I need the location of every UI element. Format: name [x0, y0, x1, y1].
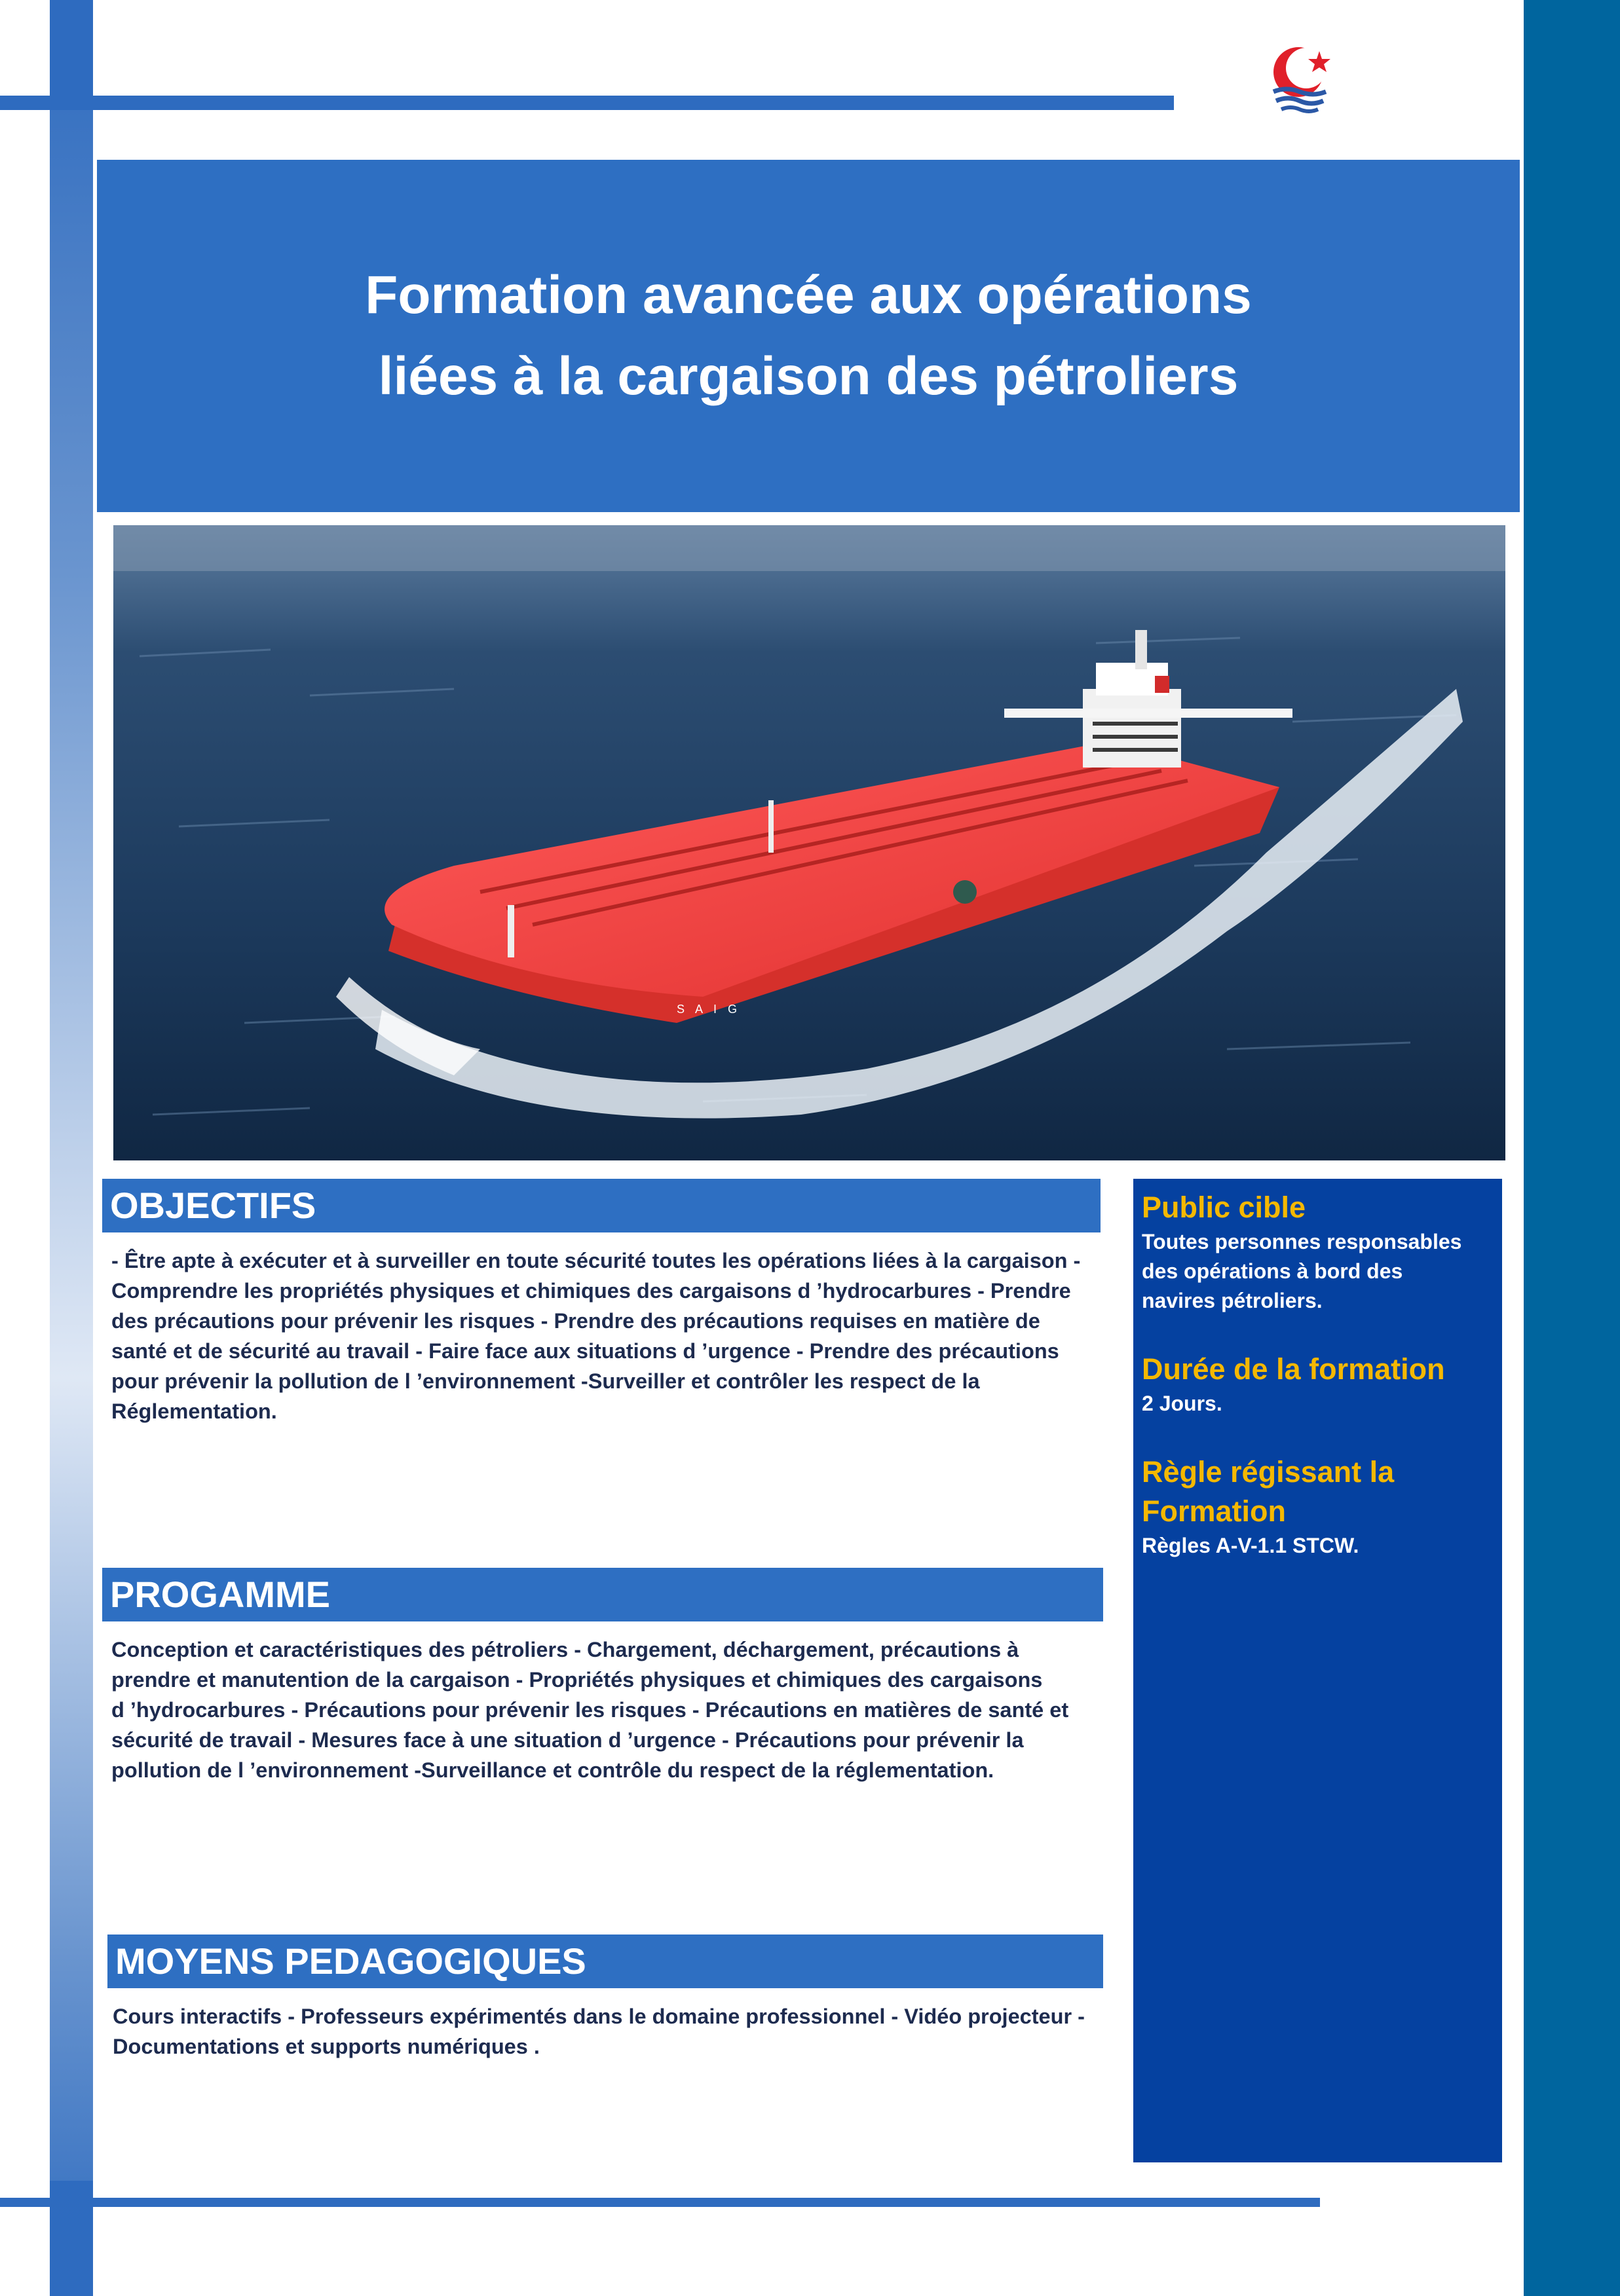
left-decorative-bar	[50, 0, 93, 2296]
regle-heading-line: Règle régissant la	[1142, 1455, 1395, 1489]
hull-lettering: S A I G	[677, 1003, 742, 1016]
moyens-header: MOYENS PEDAGOGIQUES	[107, 1935, 1103, 1988]
programme-header: PROGAMME	[102, 1568, 1103, 1621]
programme-line: Conception et caractéristiques des pétroliers - Chargement, déchargement, précautions à	[111, 1638, 1019, 1661]
objectifs-line: Comprendre les propriétés physiques et chimiques des cargaisons d ’hydrocarbures - Prendre	[111, 1279, 1071, 1303]
programme-line: prendre et manutention de la cargaison - Propriétés physiques et chimiques des cargaisons	[111, 1668, 1043, 1692]
page-title-line-1: Formation avancée aux opérations	[365, 265, 1252, 325]
tanker-photo	[113, 525, 1505, 1160]
moyens-line: Cours interactifs - Professeurs expérimentés dans le domaine professionnel - Vidéo projecteur -	[113, 2005, 1085, 2028]
crescent-star-logo-icon	[1266, 41, 1338, 119]
top-rule	[0, 96, 1174, 110]
right-decorative-bar	[1524, 0, 1620, 2296]
programme-line: d ’hydrocarbures - Précautions pour prévenir les risques - Précautions en matières de santé et	[111, 1698, 1069, 1722]
moyens-body	[113, 2001, 1102, 2062]
left-bar-top-segment	[50, 0, 93, 105]
programme-line: pollution de l ’environnement -Surveillance et contrôle du respect de la réglementation.	[111, 1758, 994, 1782]
programme-body	[111, 1635, 1101, 1785]
public-cible-heading: Public cible	[1142, 1191, 1306, 1224]
moyens-line: Documentations et supports numériques .	[113, 2035, 540, 2058]
regle-heading-line: Formation	[1142, 1494, 1286, 1528]
objectifs-line: des précautions pour prévenir les risques - Prendre des précautions requises en matière de	[111, 1309, 1040, 1333]
bottom-rule	[0, 2198, 1320, 2207]
objectifs-body	[111, 1246, 1101, 1426]
page-title-line-2: liées à la cargaison des pétroliers	[378, 346, 1239, 406]
duree-heading: Durée de la formation	[1142, 1352, 1445, 1386]
objectifs-line: Réglementation.	[111, 1399, 277, 1423]
objectifs-line: santé et de sécurité au travail - Faire face aux situations d ’urgence - Prendre des précautions	[111, 1339, 1059, 1363]
public-cible-line: des opérations à bord des	[1142, 1259, 1403, 1283]
regle-value: Règles A-V-1.1 STCW.	[1142, 1534, 1359, 1557]
public-cible-line: Toutes personnes responsables	[1142, 1230, 1462, 1253]
objectifs-line: - Être apte à exécuter et à surveiller en toute sécurité toutes les opérations liées à la cargaison -	[111, 1249, 1081, 1272]
objectifs-header: OBJECTIFS	[102, 1179, 1101, 1232]
duree-value: 2 Jours.	[1142, 1392, 1222, 1415]
objectifs-line: pour prévenir la pollution de l ’environnement -Surveiller et contrôler les respect de la	[111, 1369, 980, 1393]
title-banner	[97, 160, 1520, 512]
info-side-panel	[1133, 1179, 1502, 2162]
public-cible-line: navires pétroliers.	[1142, 1289, 1323, 1312]
programme-line: sécurité de travail - Mesures face à une situation d ’urgence - Précautions pour prévenir la	[111, 1728, 1024, 1752]
